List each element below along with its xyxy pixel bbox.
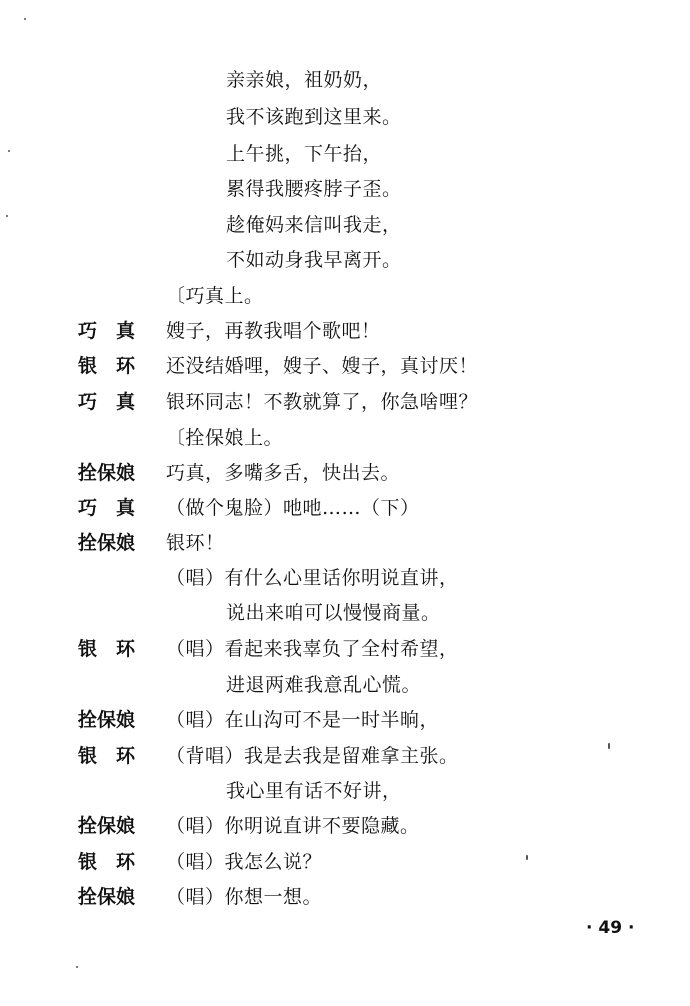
scan-speck <box>526 855 528 860</box>
speaker-name: 拴保娘 <box>78 709 136 731</box>
dialogue-text: （做个鬼脸）吔吔……（下） <box>166 497 420 519</box>
page-number: · 49 · <box>586 918 635 938</box>
speaker-name: 巧 真 <box>78 497 136 519</box>
verse-line: 趁俺妈来信叫我走， <box>226 214 402 236</box>
dialogue-text: （唱）你想一想。 <box>166 886 323 908</box>
dialogue-text: 嫂子，再教我唱个歌吧！ <box>166 320 381 342</box>
dialogue-text: （唱）我怎么说？ <box>166 851 323 873</box>
scan-speck <box>6 215 8 217</box>
dialogue-text: 巧真，多嘴多舌，快出去。 <box>166 462 401 484</box>
dialogue-text: 银环！ <box>166 532 225 554</box>
speaker-name: 银 环 <box>78 638 136 660</box>
sung-line: 我心里有话不好讲， <box>226 780 402 802</box>
stage-direction: 〔巧真上。 <box>166 285 264 307</box>
sung-line: 说出来咱可以慢慢商量。 <box>226 602 441 624</box>
scan-speck <box>76 966 78 968</box>
verse-line: 上午挑，下午抬， <box>226 143 383 165</box>
stage-direction: 〔拴保娘上。 <box>166 427 284 449</box>
speaker-name: 银 环 <box>78 851 136 873</box>
dialogue-text: （唱）你明说直讲不要隐藏。 <box>166 815 420 837</box>
speaker-name: 拴保娘 <box>78 815 136 837</box>
dialogue-text: （唱）在山沟可不是一时半晌， <box>166 709 440 731</box>
scan-speck <box>608 743 610 749</box>
speaker-name: 拴保娘 <box>78 886 136 908</box>
speaker-name: 巧 真 <box>78 320 136 342</box>
scan-speck <box>24 18 26 20</box>
sung-line: 进退两难我意乱心慌。 <box>226 674 422 696</box>
speaker-name: 拴保娘 <box>78 462 136 484</box>
verse-line: 我不该跑到这里来。 <box>226 106 402 128</box>
dialogue-text: （唱）看起来我辜负了全村希望， <box>166 638 459 660</box>
speaker-name: 巧 真 <box>78 391 136 413</box>
verse-line: 不如动身我早离开。 <box>226 249 402 271</box>
verse-line: 亲亲娘，祖奶奶， <box>226 69 383 91</box>
speaker-name: 银 环 <box>78 355 136 377</box>
dialogue-text: 银环同志！不教就算了，你急啥哩？ <box>166 391 479 413</box>
dialogue-text: 还没结婚哩，嫂子、嫂子，真讨厌！ <box>166 355 479 377</box>
scan-speck <box>8 150 10 152</box>
speaker-name: 银 环 <box>78 745 136 767</box>
sung-line: （唱）有什么心里话你明说直讲， <box>166 567 459 589</box>
speaker-name: 拴保娘 <box>78 532 136 554</box>
verse-line: 累得我腰疼脖子歪。 <box>226 178 402 200</box>
dialogue-text: （背唱）我是去我是留难拿主张。 <box>166 745 459 767</box>
